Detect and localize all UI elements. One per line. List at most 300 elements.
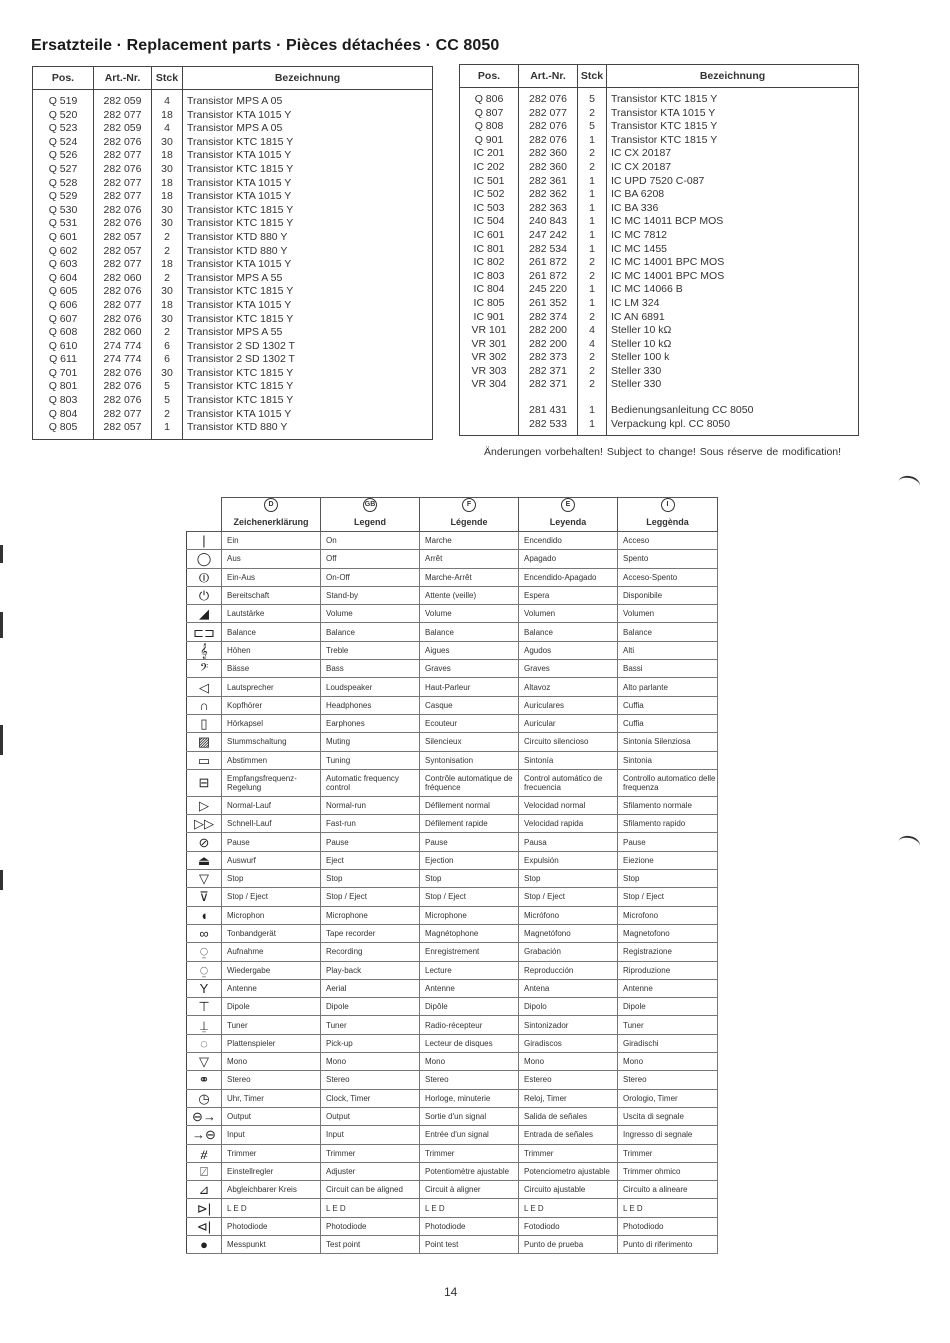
part-description: Transistor MPS A 55	[183, 326, 433, 340]
legend-cell-es: Pausa	[519, 833, 618, 851]
part-description: Steller 10 kΩ	[607, 338, 859, 352]
legend-row	[187, 751, 718, 769]
legend-cell-de: Antenne	[222, 979, 321, 997]
part-pos: Q 527	[48, 162, 78, 175]
legend-cell-de: Abstimmen	[222, 751, 321, 769]
part-description: Transistor KTC 1815 Y	[183, 380, 433, 394]
legend-cell-en: Volume	[321, 605, 420, 623]
part-qty: 18	[152, 258, 183, 272]
part-row	[33, 163, 433, 177]
legend-cell-it: Trimmer ohmico	[618, 1162, 718, 1180]
legend-cell-es: Balance	[519, 623, 618, 641]
legend-cell-fr: Mono	[420, 1053, 519, 1071]
part-pos: IC 502	[473, 188, 505, 201]
legend-cell-de: Plattenspieler	[222, 1034, 321, 1052]
legend-cell-de: Stummschaltung	[222, 733, 321, 751]
legend-row	[187, 733, 718, 751]
legend-cell-es: Expulsión	[519, 851, 618, 869]
part-art-nr: 282 076	[519, 134, 578, 148]
legend-row	[187, 1126, 718, 1144]
legend-cell-fr: Circuit à aligner	[420, 1181, 519, 1199]
part-qty: 6	[152, 340, 183, 354]
part-pos: VR 101	[471, 324, 507, 337]
part-qty: 1	[578, 229, 607, 243]
part-art-nr: 282 371	[519, 378, 578, 392]
part-art-nr: 247 242	[519, 229, 578, 243]
output-icon: ⊖→	[187, 1107, 222, 1125]
legend-cell-de: Mono	[222, 1053, 321, 1071]
legend-cell-it: Spento	[618, 550, 718, 568]
part-qty: 2	[152, 245, 183, 259]
part-pos: IC 803	[473, 269, 505, 282]
legend-cell-de: Empfangsfrequenz-Regelung	[222, 769, 321, 796]
part-pos: Q 806	[474, 93, 504, 105]
legend-cell-it: Riproduzione	[618, 961, 718, 979]
legend-cell-de: Auswurf	[222, 851, 321, 869]
legend-row	[187, 888, 718, 906]
part-qty: 1	[152, 421, 183, 439]
part-art-nr: 282 076	[94, 217, 152, 231]
legend-cell-fr: Radio-récepteur	[420, 1016, 519, 1034]
legend-cell-en: Play-back	[321, 961, 420, 979]
legend-cell-fr: Attente (veille)	[420, 586, 519, 604]
page-number: 14	[444, 1285, 458, 1299]
part-pos: Q 531	[48, 217, 78, 230]
legend-cell-fr: Photodiode	[420, 1217, 519, 1235]
part-qty: 1	[578, 418, 607, 436]
part-qty: 30	[152, 163, 183, 177]
legend-cell-en: Treble	[321, 641, 420, 659]
legend-cell-en: Adjuster	[321, 1162, 420, 1180]
legend-row	[187, 906, 718, 924]
legend-cell-de: Input	[222, 1126, 321, 1144]
part-row	[460, 134, 859, 148]
legend-cell-de: Output	[222, 1107, 321, 1125]
legend-cell-es: Reloj, Timer	[519, 1089, 618, 1107]
legend-cell-en: Microphone	[321, 906, 420, 924]
part-row	[33, 177, 433, 191]
legend-cell-de: Aufnahme	[222, 943, 321, 961]
legend-cell-fr: Graves	[420, 660, 519, 678]
part-row	[460, 418, 859, 436]
col-header-art: Art.-Nr.	[519, 65, 578, 88]
part-pos: Q 901	[474, 133, 504, 146]
legend-cell-en: L E D	[321, 1199, 420, 1217]
part-art-nr: 282 076	[94, 136, 152, 150]
legend-row	[187, 796, 718, 814]
legend-cell-de: Bereitschaft	[222, 586, 321, 604]
part-qty: 4	[152, 90, 183, 109]
part-art-nr: 282 077	[519, 107, 578, 121]
part-art-nr: 282 060	[94, 272, 152, 286]
part-row	[33, 122, 433, 136]
legend-cell-fr: Ecouteur	[420, 714, 519, 732]
legend-cell-de: Hörkapsel	[222, 714, 321, 732]
legend-cell-de: Einstellregler	[222, 1162, 321, 1180]
part-qty: 30	[152, 136, 183, 150]
part-qty: 2	[578, 256, 607, 270]
stop-eject-icon: ⊽	[187, 888, 222, 906]
tuning-icon: ▭	[187, 751, 222, 769]
legend-cell-it: Mono	[618, 1053, 718, 1071]
part-row	[33, 258, 433, 272]
legend-cell-en: Stop / Eject	[321, 888, 420, 906]
trimmer-icon: ⧣	[187, 1144, 222, 1162]
legend-header-label: Légende	[450, 517, 488, 527]
legend-cell-it: Punto di riferimento	[618, 1235, 718, 1253]
part-row	[460, 175, 859, 189]
col-header-desc: Bezeichnung	[607, 65, 859, 88]
edge-mark	[0, 545, 3, 563]
col-header-qty: Stck	[578, 65, 607, 88]
legend-row	[187, 961, 718, 979]
legend-row	[187, 815, 718, 833]
part-qty: 1	[578, 215, 607, 229]
legend-row	[187, 833, 718, 851]
legend-cell-it: Photodiodo	[618, 1217, 718, 1235]
part-description: Steller 100 k	[607, 351, 859, 365]
legend-cell-es: Circuito silencioso	[519, 733, 618, 751]
legend-cell-es: Micrófono	[519, 906, 618, 924]
part-qty: 30	[152, 313, 183, 327]
legend-cell-es: Trimmer	[519, 1144, 618, 1162]
country-badge: E	[561, 498, 575, 512]
part-qty: 5	[152, 380, 183, 394]
legend-cell-en: Output	[321, 1107, 420, 1125]
part-qty: 1	[578, 392, 607, 418]
part-art-nr: 282 076	[94, 380, 152, 394]
legend-cell-de: Messpunkt	[222, 1235, 321, 1253]
part-pos: Q 602	[48, 244, 78, 257]
part-description: Transistor KTD 880 Y	[183, 421, 433, 439]
part-row	[33, 90, 433, 109]
on-off-icon: ⏼	[187, 568, 222, 586]
legend-cell-es: L E D	[519, 1199, 618, 1217]
part-description: Transistor KTA 1015 Y	[183, 408, 433, 422]
part-description: Transistor KTC 1815 Y	[183, 285, 433, 299]
legend-cell-en: Headphones	[321, 696, 420, 714]
legend-cell-de: Aus	[222, 550, 321, 568]
part-qty: 2	[578, 270, 607, 284]
part-pos: IC 805	[473, 296, 505, 309]
legend-cell-en: Dipole	[321, 998, 420, 1016]
headphones-icon: ∩	[187, 696, 222, 714]
part-qty: 18	[152, 190, 183, 204]
loudspeaker-icon: ◁	[187, 678, 222, 696]
part-row	[460, 243, 859, 257]
part-qty: 4	[578, 324, 607, 338]
col-header-pos: Pos.	[33, 67, 94, 90]
part-description: IC MC 1455	[607, 243, 859, 257]
part-qty: 1	[578, 134, 607, 148]
legend-cell-es: Antena	[519, 979, 618, 997]
part-description: Transistor KTC 1815 Y	[183, 394, 433, 408]
part-art-nr: 282 076	[519, 88, 578, 107]
symbol-column-header	[187, 498, 222, 532]
legend-cell-it: Dipole	[618, 998, 718, 1016]
part-pos: Q 528	[48, 176, 78, 189]
legend-cell-es: Auriculares	[519, 696, 618, 714]
part-art-nr: 261 352	[519, 297, 578, 311]
legend-cell-it: Stop	[618, 870, 718, 888]
part-art-nr: 282 077	[94, 258, 152, 272]
legend-row	[187, 678, 718, 696]
legend-cell-de: Ein-Aus	[222, 568, 321, 586]
part-pos: Q 607	[48, 312, 78, 325]
legend-header-label: Leyenda	[549, 517, 587, 527]
part-description: Transistor 2 SD 1302 T	[183, 353, 433, 367]
part-description: Transistor KTA 1015 Y	[183, 109, 433, 123]
legend-cell-it: L E D	[618, 1199, 718, 1217]
fast-forward-icon: ▷▷	[187, 815, 222, 833]
legend-cell-it: Controllo automatico delle frequenza	[618, 769, 718, 796]
part-pos: IC 201	[473, 147, 505, 160]
part-row	[460, 88, 859, 107]
legend-row	[187, 769, 718, 796]
part-description: Verpackung kpl. CC 8050	[607, 418, 859, 436]
legend-cell-en: Stereo	[321, 1071, 420, 1089]
part-art-nr: 282 373	[519, 351, 578, 365]
legend-cell-en: Trimmer	[321, 1144, 420, 1162]
part-description: Transistor KTA 1015 Y	[183, 258, 433, 272]
part-description: IC MC 14001 BPC MOS	[607, 270, 859, 284]
part-description: Transistor KTC 1815 Y	[183, 367, 433, 381]
legend-cell-de: Wiedergabe	[222, 961, 321, 979]
legend-cell-fr: Défilement rapide	[420, 815, 519, 833]
part-art-nr: 282 077	[94, 109, 152, 123]
legend-cell-it: Magnetofono	[618, 924, 718, 942]
part-pos: Q 805	[48, 421, 78, 434]
parts-table-left	[32, 66, 433, 440]
legend-cell-fr: Stereo	[420, 1071, 519, 1089]
part-description: IC UPD 7520 C-087	[607, 175, 859, 189]
legend-cell-it: Balance	[618, 623, 718, 641]
part-pos: VR 303	[471, 364, 507, 377]
legend-cell-de: Photodiode	[222, 1217, 321, 1235]
part-pos: Q 523	[48, 122, 78, 135]
part-art-nr: 282 200	[519, 338, 578, 352]
legend-row	[187, 1107, 718, 1125]
part-art-nr: 240 843	[519, 215, 578, 229]
part-pos: Q 519	[48, 95, 78, 107]
part-description: Transistor MPS A 05	[183, 90, 433, 109]
part-description: Steller 330	[607, 365, 859, 379]
part-qty: 2	[578, 311, 607, 325]
legend-row	[187, 1089, 718, 1107]
legend-cell-es: Encendido-Apagado	[519, 568, 618, 586]
legend-cell-it: Sfilamento normale	[618, 796, 718, 814]
legend-cell-en: Stand-by	[321, 586, 420, 604]
part-row	[33, 299, 433, 313]
part-pos: Q 808	[474, 120, 504, 133]
part-description: Steller 330	[607, 378, 859, 392]
part-row	[33, 109, 433, 123]
stop-icon: ▽	[187, 870, 222, 888]
legend-row	[187, 605, 718, 623]
legend-cell-en: Mono	[321, 1053, 420, 1071]
legend-row	[187, 660, 718, 678]
legend-cell-es: Control automático de frecuencia	[519, 769, 618, 796]
part-art-nr: 282 371	[519, 365, 578, 379]
part-qty: 2	[578, 107, 607, 121]
legend-row	[187, 1053, 718, 1071]
legend-row	[187, 924, 718, 942]
part-description: Transistor KTC 1815 Y	[183, 217, 433, 231]
part-row	[460, 229, 859, 243]
legend-cell-fr: Contrôle automatique de fréquence	[420, 769, 519, 796]
part-art-nr: 282 363	[519, 202, 578, 216]
legend-cell-fr: Balance	[420, 623, 519, 641]
part-description: Transistor KTC 1815 Y	[183, 313, 433, 327]
edge-mark	[0, 725, 3, 755]
aligned-circuit-icon: ⊿	[187, 1181, 222, 1199]
legend-cell-it: Pause	[618, 833, 718, 851]
legend-cell-en: Balance	[321, 623, 420, 641]
legend-cell-de: Bässe	[222, 660, 321, 678]
legend-row	[187, 1162, 718, 1180]
part-description: IC MC 14066 B	[607, 283, 859, 297]
part-description: IC AN 6891	[607, 311, 859, 325]
part-qty: 1	[578, 175, 607, 189]
part-pos: Q 606	[48, 298, 78, 311]
part-art-nr: 282 374	[519, 311, 578, 325]
legend-row	[187, 1181, 718, 1199]
play-icon: ▷	[187, 796, 222, 814]
part-qty: 5	[578, 120, 607, 134]
legend-cell-es: Fotodiodo	[519, 1217, 618, 1235]
part-pos: Q 603	[48, 258, 78, 271]
part-pos: Q 529	[48, 190, 78, 203]
legend-cell-fr: Point test	[420, 1235, 519, 1253]
legend-cell-en: Test point	[321, 1235, 420, 1253]
legend-cell-it: Sintonia Silenziosa	[618, 733, 718, 751]
part-art-nr: 281 431	[519, 392, 578, 418]
legend-cell-fr: Enregistrement	[420, 943, 519, 961]
part-row	[460, 161, 859, 175]
part-description: IC BA 6208	[607, 188, 859, 202]
part-row	[33, 149, 433, 163]
legend-cell-it: Alto parlante	[618, 678, 718, 696]
legend-cell-it: Tuner	[618, 1016, 718, 1034]
part-row	[460, 107, 859, 121]
part-description: IC CX 20187	[607, 147, 859, 161]
part-description: Transistor KTC 1815 Y	[607, 88, 859, 107]
part-row	[33, 285, 433, 299]
aerial-icon: Y	[187, 979, 222, 997]
legend-cell-it: Ingresso di segnale	[618, 1126, 718, 1144]
legend-header-i	[618, 498, 718, 532]
part-pos: Q 803	[48, 394, 78, 407]
legend-cell-en: Stop	[321, 870, 420, 888]
part-row	[460, 283, 859, 297]
adjuster-icon: ⍁	[187, 1162, 222, 1180]
part-row	[33, 326, 433, 340]
part-description: Transistor MPS A 55	[183, 272, 433, 286]
part-description: Bedienungsanleitung CC 8050	[607, 392, 859, 418]
part-pos: Q 605	[48, 285, 78, 298]
legend-cell-it: Disponibile	[618, 586, 718, 604]
part-qty: 5	[578, 88, 607, 107]
part-pos: Q 524	[48, 135, 78, 148]
legend-cell-it: Antenne	[618, 979, 718, 997]
legend-cell-es: Dipolo	[519, 998, 618, 1016]
legend-row	[187, 998, 718, 1016]
legend-cell-it: Circuito a alineare	[618, 1181, 718, 1199]
part-art-nr: 282 533	[519, 418, 578, 436]
part-row	[460, 202, 859, 216]
part-row	[460, 147, 859, 161]
part-pos: Q 608	[48, 326, 78, 339]
legend-cell-de: Trimmer	[222, 1144, 321, 1162]
parts-table-right	[459, 64, 859, 436]
part-description: IC MC 14001 BPC MOS	[607, 256, 859, 270]
legend-cell-es: Espera	[519, 586, 618, 604]
legend-cell-es: Sintonía	[519, 751, 618, 769]
legend-cell-de: Uhr, Timer	[222, 1089, 321, 1107]
part-description: Transistor KTC 1815 Y	[607, 120, 859, 134]
eject-icon: ⏏	[187, 851, 222, 869]
legend-cell-fr: Volume	[420, 605, 519, 623]
legend-cell-de: Normal-Lauf	[222, 796, 321, 814]
country-badge: D	[264, 498, 278, 512]
part-art-nr: 282 060	[94, 326, 152, 340]
part-row	[460, 256, 859, 270]
part-qty: 18	[152, 109, 183, 123]
part-art-nr: 282 059	[94, 122, 152, 136]
legend-row	[187, 1235, 718, 1253]
part-qty: 4	[578, 338, 607, 352]
legend-cell-en: Tuning	[321, 751, 420, 769]
pause-icon: ⊘	[187, 833, 222, 851]
earphones-icon: ▯	[187, 714, 222, 732]
legend-row	[187, 1016, 718, 1034]
part-art-nr: 282 057	[94, 231, 152, 245]
legend-cell-en: Pause	[321, 833, 420, 851]
legend-header-label: Zeichenerklärung	[233, 517, 309, 527]
part-qty: 1	[578, 202, 607, 216]
part-description: IC MC 14011 BCP MOS	[607, 215, 859, 229]
part-row	[460, 188, 859, 202]
legend-cell-it: Orologio, Timer	[618, 1089, 718, 1107]
legend-cell-en: Input	[321, 1126, 420, 1144]
country-badge: I	[661, 498, 675, 512]
part-description: IC CX 20187	[607, 161, 859, 175]
legend-row	[187, 714, 718, 732]
legend-cell-de: Lautsprecher	[222, 678, 321, 696]
legend-cell-fr: Haut-Parleur	[420, 678, 519, 696]
part-art-nr: 282 362	[519, 188, 578, 202]
part-pos: Q 611	[49, 353, 77, 366]
legend-cell-es: Reproducción	[519, 961, 618, 979]
test-point-icon: ●	[187, 1235, 222, 1253]
part-pos: IC 501	[473, 174, 505, 187]
legend-cell-en: Eject	[321, 851, 420, 869]
changes-note: Änderungen vorbehalten! Subject to change! Sous réserve de modification!	[484, 446, 842, 458]
part-art-nr: 282 076	[94, 285, 152, 299]
part-pos: IC 503	[473, 201, 505, 214]
legend-cell-fr: Trimmer	[420, 1144, 519, 1162]
part-art-nr: 282 057	[94, 245, 152, 259]
part-art-nr: 282 200	[519, 324, 578, 338]
legend-row	[187, 696, 718, 714]
legend-cell-en: Earphones	[321, 714, 420, 732]
part-description: Transistor KTD 880 Y	[183, 231, 433, 245]
part-description: Transistor KTA 1015 Y	[607, 107, 859, 121]
legend-cell-es: Velocidad normal	[519, 796, 618, 814]
legend-cell-en: Tape recorder	[321, 924, 420, 942]
part-row	[33, 245, 433, 259]
legend-cell-fr: Lecture	[420, 961, 519, 979]
